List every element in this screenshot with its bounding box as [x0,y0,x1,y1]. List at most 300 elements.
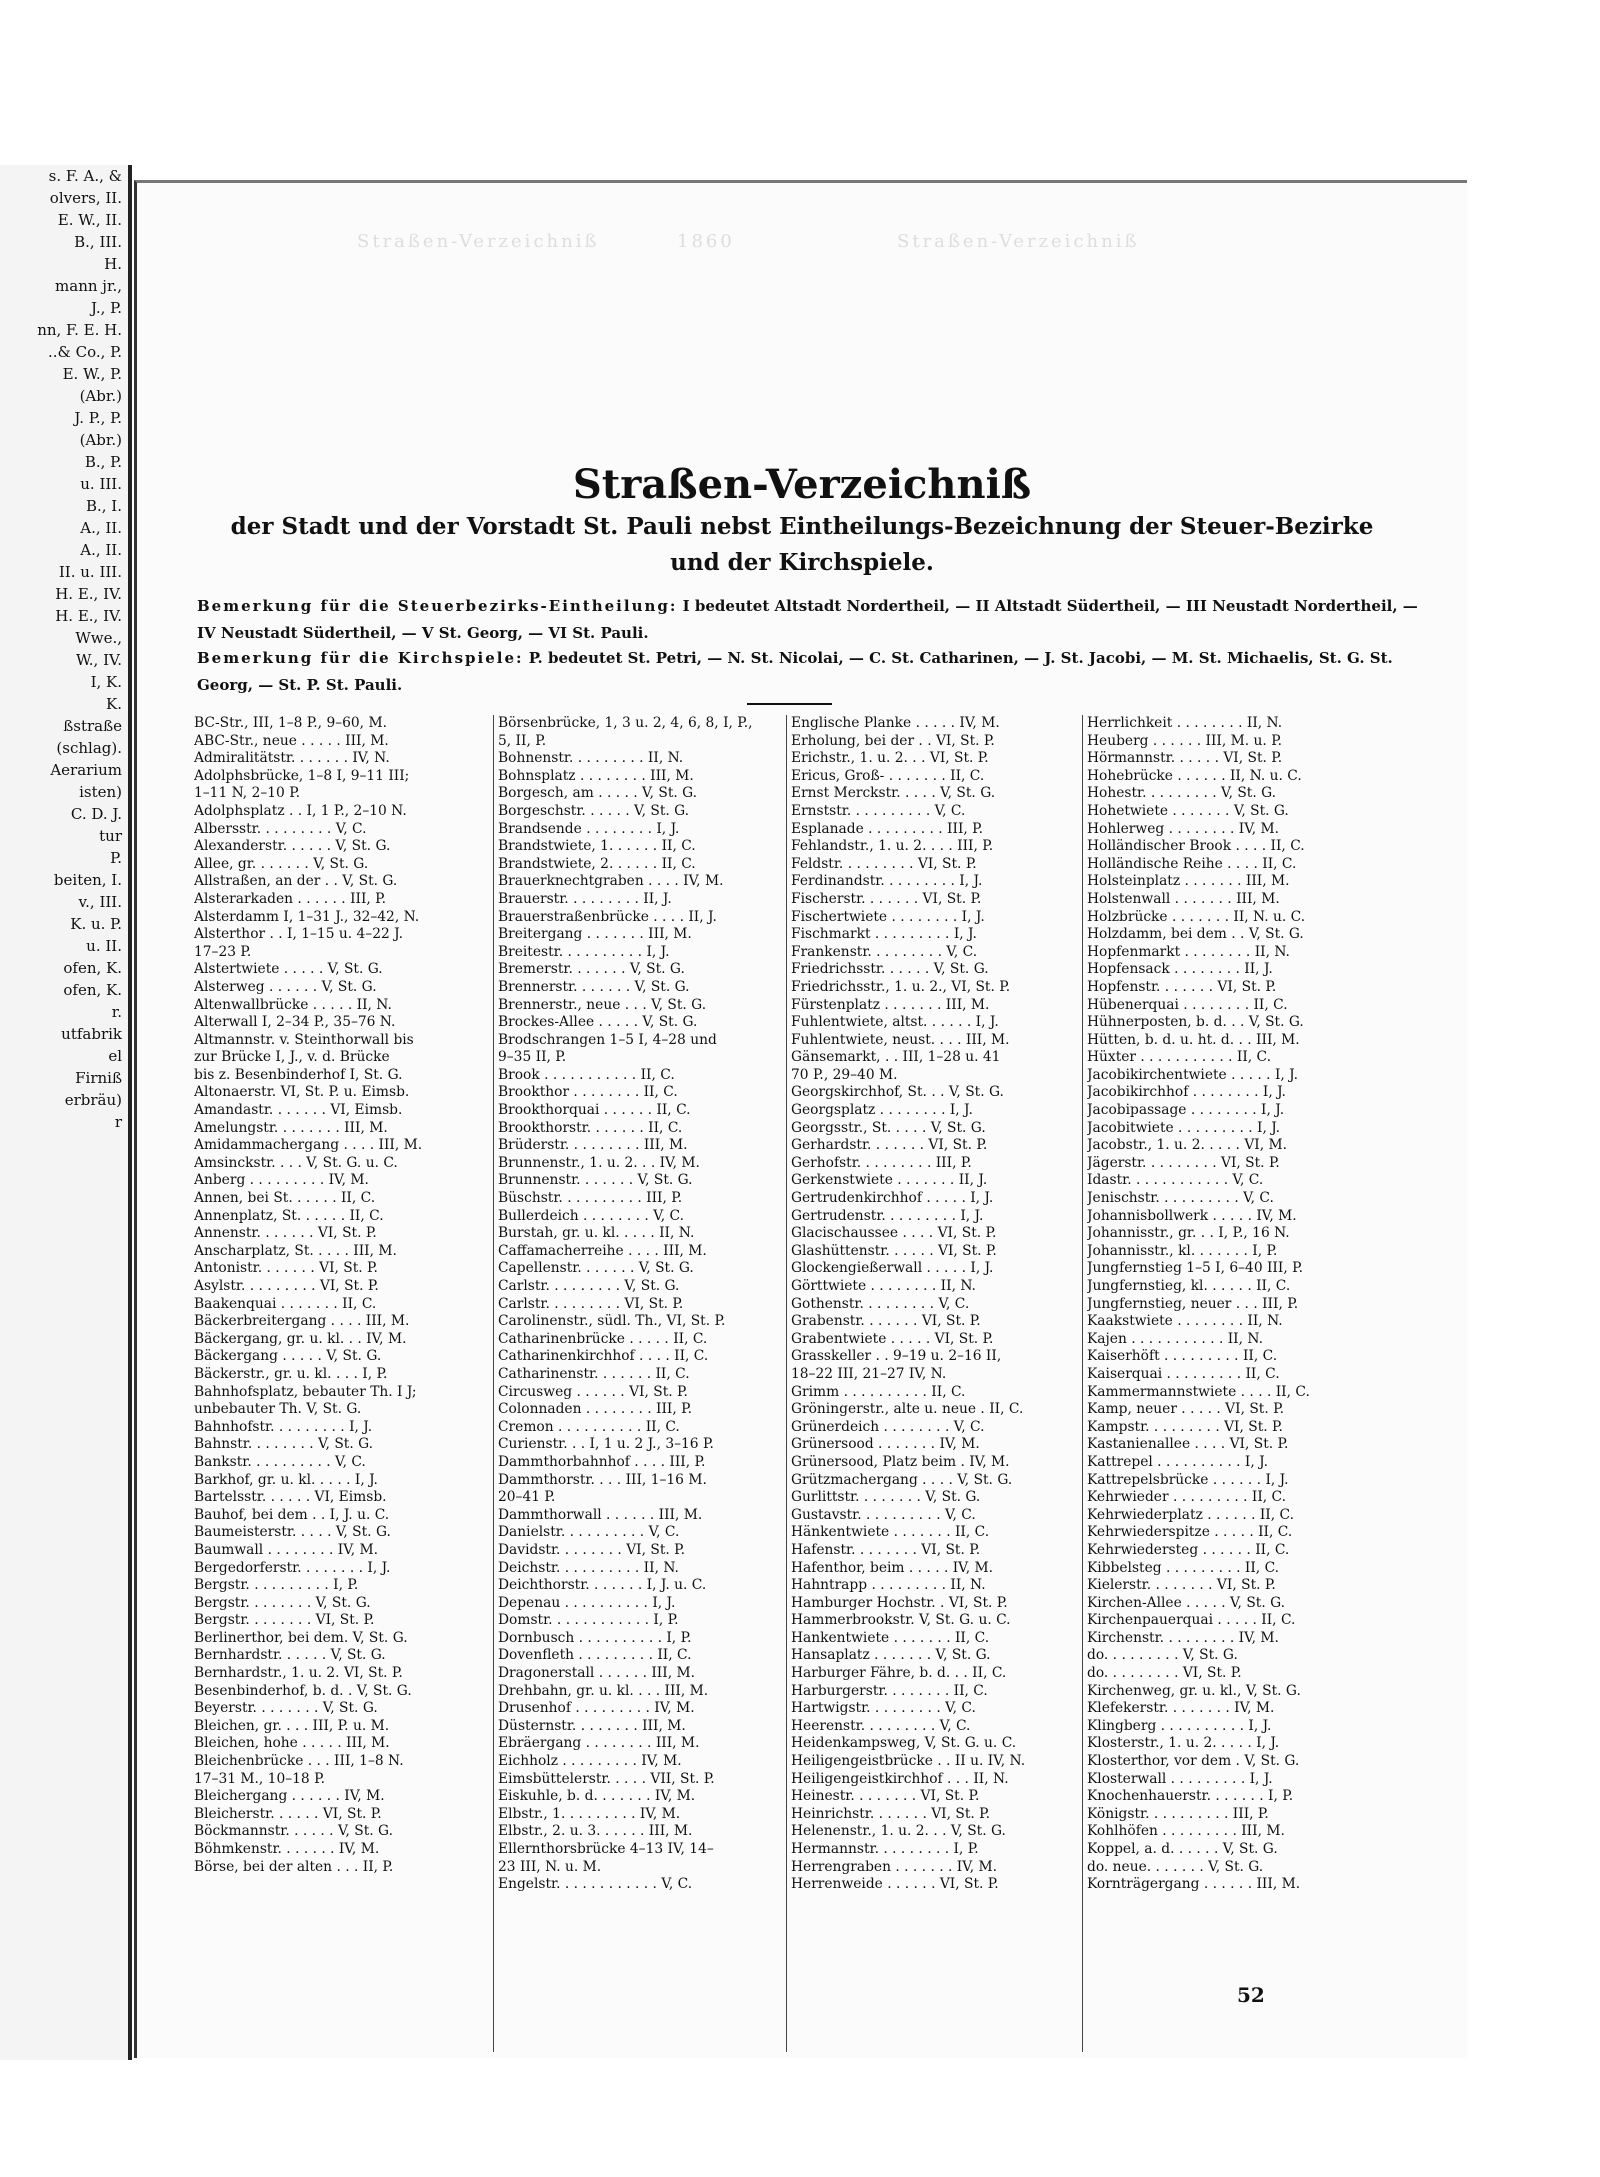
street-entry: Deichstr. . . . . . . . . . II, N. [498,1559,679,1576]
street-entry: Brandstwiete, 2. . . . . . II, C. [498,855,696,872]
street-entry: Hopfenmarkt . . . . . . . . II, N. [1087,943,1290,960]
street-entry: Hopfensack . . . . . . . . II, J. [1087,961,1273,978]
street-entry: Kielerstr. . . . . . . . VI, St. P. [1087,1577,1276,1594]
left-page-line: isten) [79,783,122,801]
street-entry: Curienstr. . . I, 1 u. 2 J., 3–16 P. [498,1436,714,1453]
street-entry: Bergstr. . . . . . . . VI, St. P. [194,1612,375,1629]
left-page-line: A., II. [80,519,122,537]
street-entry: Hohestr. . . . . . . . . V, St. G. [1087,785,1277,802]
street-entry: Fischerstr. . . . . . . VI, St. P. [791,890,982,907]
left-page-line: (schlag). [56,739,122,757]
street-entry: Elbstr., 1. . . . . . . . . IV, M. [498,1805,681,1822]
street-entry: Bernhardstr., 1. u. 2. VI, St. P. [194,1665,403,1682]
left-page-line: Aerarium [50,761,122,779]
street-entry: Jägerstr. . . . . . . . . VI, St. P. [1087,1154,1280,1171]
street-entry: Burstah, gr. u. kl. . . . . II, N. [498,1225,695,1242]
street-entry: Colonnaden . . . . . . . . III, P. [498,1401,693,1418]
street-entry: Alsterarkaden . . . . . . III, P. [194,890,387,907]
street-entry: Besenbinderhof, b. d. . V, St. G. [194,1682,412,1699]
street-entry: Bernhardstr. . . . . . V, St. G. [194,1647,386,1664]
left-page-line: I, K. [90,673,122,691]
street-entry: Bahnhofsplatz, bebauter Th. I J; [194,1383,417,1400]
left-page-line: E. W., P. [62,365,122,383]
street-entry: Bleichergang . . . . . . IV, M. [194,1788,385,1805]
street-entry: Kaiserhöft . . . . . . . . . II, C. [1087,1348,1278,1365]
street-entry: 23 III, N. u. M. [498,1858,602,1875]
street-entry: Amelungstr. . . . . . . . III, M. [194,1119,388,1136]
street-entry: Kohlhöfen . . . . . . . . . III, M. [1087,1823,1285,1840]
street-entry: Hankentwiete . . . . . . . II, C. [791,1629,990,1646]
street-entry: Holsteinplatz . . . . . . . III, M. [1087,873,1290,890]
street-entry: Ebräergang . . . . . . . . III, M. [498,1735,700,1752]
remark-tax-districts-text: I bedeutet Altstadt Nordertheil, — II Altstadt Südertheil, — III Neustadt Nordertheil, — IV Neustadt Südertheil, — V St. Georg, — VI St. Pauli. [197,597,1418,642]
street-entry: Johannisstr., gr. . . I, P., 16 N. [1087,1225,1290,1242]
street-entry: Klosterwall . . . . . . . . . I, J. [1087,1770,1273,1787]
street-entry: Harburger Fähre, b. d. . . II, C. [791,1665,1007,1682]
street-entry: Catharinenstr. . . . . . . II, C. [498,1365,690,1382]
street-entry: Hörmannstr. . . . . . VI, St. P. [1087,750,1283,767]
street-entry: Böckmannstr. . . . . . V, St. G. [194,1823,393,1840]
street-entry: Herrengraben . . . . . . . IV, M. [791,1858,998,1875]
street-entry: Bauhof, bei dem . . I, J. u. C. [194,1506,390,1523]
street-entry: Klingberg . . . . . . . . . . I, J. [1087,1717,1272,1734]
street-entry: Heuberg . . . . . . III, M. u. P. [1087,732,1283,749]
street-entry: Hohlerweg . . . . . . . . IV, M. [1087,820,1280,837]
left-page-line: utfabrik [61,1025,122,1043]
street-entry: Hänkentwiete . . . . . . . II, C. [791,1524,990,1541]
street-entry: Annen, bei St. . . . . . II, C. [194,1190,376,1207]
left-page-line: v., III. [78,893,122,911]
street-entry: Catharinenbrücke . . . . . II, C. [498,1330,708,1347]
street-entry: Hütten, b. d. u. ht. d. . . III, M. [1087,1031,1300,1048]
remark-parishes-label: Bemerkung für die Kirchspiele: [197,649,524,667]
left-page-line: u. III. [80,475,122,493]
street-entry: Allstraßen, an der . . V, St. G. [194,873,398,890]
street-entry: Königstr. . . . . . . . . . III, P. [1087,1805,1269,1822]
street-entry: Heidenkampsweg, V, St. G. u. C. [791,1735,1017,1752]
left-page-line: u. II. [86,937,122,955]
street-entry: Georgsstr., St. . . . . V, St. G. [791,1119,986,1136]
street-entry: Helenenstr., 1. u. 2. . . V, St. G. [791,1823,1006,1840]
street-entry: Grabentwiete . . . . . VI, St. P. [791,1330,994,1347]
street-entry: Altonaerstr. VI, St. P. u. Eimsb. [194,1084,410,1101]
left-page-line: (Abr.) [79,387,122,405]
street-entry: Caffamacherreihe . . . . III, M. [498,1242,707,1259]
street-entry: Anberg . . . . . . . . . IV, M. [194,1172,369,1189]
street-entry: Bäckergang, gr. u. kl. . . IV, M. [194,1330,407,1347]
street-entry: Kaiserquai . . . . . . . . . II, C. [1087,1365,1280,1382]
street-entry: Bleichen, hohe . . . . . III, M. [194,1735,390,1752]
street-entry: Fischmarkt . . . . . . . . . I, J. [791,926,977,943]
street-entry: Eimsbüttelerstr. . . . . VII, St. P. [498,1770,715,1787]
street-entry: Jacobikirchentwiete . . . . . I, J. [1087,1066,1299,1083]
street-entry: Adolphsplatz . . I, 1 P., 2–10 N. [194,802,407,819]
page-number: 52 [1237,1983,1265,2007]
street-entry: Hahntrapp . . . . . . . . . II, N. [791,1577,986,1594]
street-entry: Friedrichsstr. . . . . . V, St. G. [791,961,989,978]
street-entry: Herrlichkeit . . . . . . . . II, N. [1087,715,1283,731]
street-entry: Kajen . . . . . . . . . . . II, N. [1087,1330,1263,1347]
directory-page [134,180,1467,2058]
street-entry: Ernst Merckstr. . . . . V, St. G. [791,785,996,802]
street-entry: Bohnenstr. . . . . . . . . II, N. [498,750,684,767]
street-entry: Gurlittstr. . . . . . . . V, St. G. [791,1489,981,1506]
street-entry: 5, II, P. [498,732,547,749]
street-entry: Drehbahn, gr. u. kl. . . . III, M. [498,1682,709,1699]
street-entry: Gerhofstr. . . . . . . . . III, P. [791,1154,972,1171]
left-page-line: H. [104,255,122,273]
street-entry: Fischertwiete . . . . . . . . I, J. [791,908,985,925]
left-page-line: ofen, K. [63,981,122,999]
street-entry: Brandsende . . . . . . . . I, J. [498,820,680,837]
street-entry: Danielstr. . . . . . . . . . V, C. [498,1524,680,1541]
street-entry: Bahnhofstr. . . . . . . . . I, J. [194,1418,373,1435]
street-entry: Jenischstr. . . . . . . . . . V, C. [1087,1190,1274,1207]
left-page-line: J., P. [91,299,122,317]
street-entry: Feldstr. . . . . . . . . VI, St. P. [791,855,977,872]
street-entry: Kaakstwiete . . . . . . . . II, N. [1087,1313,1283,1330]
street-entry: Amidammachergang . . . . III, M. [194,1137,423,1154]
left-page-line: s. F. A., & [48,167,122,185]
street-entry: Engelstr. . . . . . . . . . . . V, C. [498,1876,693,1893]
street-entry: Alexanderstr. . . . . . V, St. G. [194,838,391,855]
page-title: Straßen-Verzeichniß [572,461,1032,508]
street-entry: Davidstr. . . . . . . . VI, St. P. [498,1541,686,1558]
street-entry: Gustavstr. . . . . . . . . . V, C. [791,1506,976,1523]
remark-parishes [197,645,1427,699]
street-entry: do. . . . . . . . . VI, St. P. [1087,1665,1242,1682]
street-entry: Gänsemarkt, . . III, 1–28 u. 41 [791,1049,1001,1066]
street-column-2 [498,715,794,1894]
street-entry: Borgesch, am . . . . . V, St. G. [498,785,698,802]
street-entry: Amandastr. . . . . . . VI, Eimsb. [194,1102,403,1119]
street-entry: Johannisbollwerk . . . . . IV, M. [1087,1207,1297,1224]
street-entry: Gertrudenstr. . . . . . . . . I, J. [791,1207,984,1224]
left-page-line: E. W., II. [57,211,122,229]
left-page-line: J. P., P. [74,409,122,427]
street-entry: Grünerdeich . . . . . . . . V, C. [791,1418,985,1435]
street-entry: Bremerstr. . . . . . . V, St. G. [498,961,685,978]
street-entry: Alterwall I, 2–34 P., 35–76 N. [194,1014,396,1031]
street-entry: Dammthorstr. . . . III, 1–16 M. [498,1471,707,1488]
street-entry: Bäckerstr., gr. u. kl. . . . I, P. [194,1365,388,1382]
street-column-1 [194,715,490,1876]
remark-tax-districts [197,593,1427,647]
street-entry: Fuhlentwiete, altst. . . . . . I, J. [791,1014,999,1031]
street-entry: Eiskuhle, b. d. . . . . . . IV, M. [498,1788,696,1805]
left-page-line: C. D. J. [70,805,122,823]
subtitle-line-1: der Stadt und der Vorstadt St. Pauli nebst Eintheilungs-Bezeichnung der Steuer-Bezirke [230,513,1374,540]
street-entry: Klefekerstr. . . . . . . . IV, M. [1087,1700,1275,1717]
street-entry: Elbstr., 2. u. 3. . . . . . III, M. [498,1823,693,1840]
street-entry: Asylstr. . . . . . . . . VI, St. P. [194,1278,379,1294]
street-entry: do. . . . . . . . . V, St. G. [1087,1647,1238,1664]
street-entry: Capellenstr. . . . . . . V, St. G. [498,1260,694,1277]
street-entry: bis z. Besenbinderhof I, St. G. [194,1066,403,1083]
column-rule [493,715,494,2052]
street-entry: BC-Str., III, 1–8 P., 9–60, M. [194,715,387,731]
street-entry: Grabenstr. . . . . . . VI, St. P. [791,1313,981,1330]
left-page-line: ..& Co., P. [47,343,122,361]
street-entry: Brookthorstr. . . . . . . II, C. [498,1119,683,1136]
street-entry: Dragonerstall . . . . . . III, M. [498,1665,695,1682]
street-entry: Jacobikirchhof . . . . . . . . I, J. [1087,1084,1286,1101]
street-entry: Baumwall . . . . . . . . IV, M. [194,1541,379,1558]
remark-parishes-text: P. bedeutet St. Petri, — N. St. Nicolai, — C. St. Catharinen, — J. St. Jacobi, — M. St. Michaelis, St. G. St. Georg, — St. P. St. Pauli. [197,649,1393,694]
street-entry: Kattrepel . . . . . . . . . . I, J. [1087,1453,1268,1470]
street-entry: Hartwigstr. . . . . . . . . V, C. [791,1700,976,1717]
street-entry: Brook . . . . . . . . . . . II, C. [498,1066,675,1083]
street-entry: Jungfernstieg, kl. . . . . . II, C. [1087,1278,1291,1294]
left-page-line: (Abr.) [79,431,122,449]
street-entry: Bleichen, gr. . . . III, P. u. M. [194,1717,390,1734]
street-entry: Holländischer Brook . . . . II, C. [1087,838,1305,855]
street-entry: Kirchen-Allee . . . . . V, St. G. [1087,1594,1286,1611]
street-entry: Kamp, neuer . . . . . VI, St. P. [1087,1401,1284,1418]
left-page-line: mann jr., [55,277,122,295]
left-page-line: r. [111,1003,122,1021]
street-entry: Ericus, Groß- . . . . . . . II, C. [791,767,985,784]
street-entry: Ferdinandstr. . . . . . . . . I, J. [791,873,983,890]
left-page-line: Wwe., [75,629,122,647]
street-entry: Kehrwiedersteg . . . . . . II, C. [1087,1541,1290,1558]
street-entry: Brennerstr. . . . . . . V, St. G. [498,978,690,995]
street-entry: 17–23 P. [194,943,252,960]
street-entry: Holzdamm, bei dem . . V, St. G. [1087,926,1304,943]
street-entry: 1–11 N, 2–10 P. [194,785,301,802]
street-entry: Heinestr. . . . . . . . VI, St. P. [791,1788,980,1805]
street-entry: Klosterstr., 1. u. 2. . . . . I, J. [1087,1735,1280,1752]
street-entry: Ernststr. . . . . . . . . . V, C. [791,802,966,819]
street-entry: Brookthorquai . . . . . . II, C. [498,1102,691,1119]
street-entry: Brüderstr. . . . . . . . . III, M. [498,1137,688,1154]
ghost-header-right: Straßen-Verzeichniß [897,231,1140,252]
street-entry: Grasskeller . . 9–19 u. 2–16 II, [791,1348,1002,1365]
street-entry: 70 P., 29–40 M. [791,1066,898,1083]
street-entry: Koppel, a. d. . . . . . V, St. G. [1087,1841,1278,1857]
street-entry: Gröningerstr., alte u. neue . II, C. [791,1401,1024,1418]
title-divider [747,703,832,705]
street-entry: Hammerbrookstr. V, St. G. u. C. [791,1612,1011,1629]
street-entry: Heiligengeistkirchhof . . . II, N. [791,1770,1009,1787]
street-entry: ABC-Str., neue . . . . . III, M. [194,732,389,749]
street-entry: Bergstr. . . . . . . . V, St. G. [194,1594,371,1611]
column-rule [786,715,787,2052]
street-entry: Altmannstr. v. Steinthorwall bis [194,1031,414,1048]
street-entry: Bankstr. . . . . . . . . . V, C. [194,1453,366,1470]
left-page-line: tur [99,827,122,845]
street-entry: zur Brücke I, J., v. d. Brücke [194,1049,390,1066]
street-entry: Büschstr. . . . . . . . . . III, P. [498,1190,683,1207]
street-entry: Friedrichsstr., 1. u. 2., VI, St. P. [791,978,1011,995]
street-entry: Breitergang . . . . . . . III, M. [498,926,692,943]
street-entry: Baakenquai . . . . . . . II, C. [194,1295,377,1312]
street-entry: Knochenhauerstr. . . . . . . I, P. [1087,1788,1294,1805]
street-entry: Hübenerquai . . . . . . . . II, C. [1087,996,1288,1013]
street-entry: Brennerstr., neue . . . V, St. G. [498,996,707,1013]
street-entry: Börse, bei der alten . . . II, P. [194,1858,394,1875]
left-page-line: W., IV. [75,651,122,669]
street-entry: Holstenwall . . . . . . . III, M. [1087,890,1280,907]
street-entry: Gothenstr. . . . . . . . . V, C. [791,1295,970,1312]
street-entry: unbebauter Th. V, St. G. [194,1401,362,1418]
left-page-line: beiten, I. [53,871,122,889]
street-entry: Beyerstr. . . . . . . . V, St. G. [194,1700,378,1717]
street-entry: Dovenfleth . . . . . . . . . II, C. [498,1647,692,1664]
street-entry: Brunnenstr. . . . . . . V, St. G. [498,1172,693,1189]
street-entry: Breitestr. . . . . . . . . . I, J. [498,943,670,960]
street-entry: Hamburger Hochstr. . VI, St. P. [791,1594,1008,1611]
left-page-line: erbräu) [64,1091,122,1109]
street-entry: Ellernthorsbrücke 4–13 IV, 14– [498,1841,714,1857]
street-entry: Alsterdamm I, 1–31 J., 32–42, N. [194,908,420,925]
street-entry: Grimm . . . . . . . . . . II, C. [791,1383,966,1400]
street-entry: Herrenweide . . . . . . VI, St. P. [791,1876,999,1893]
street-entry: Brunnenstr., 1. u. 2. . . IV, M. [498,1154,700,1171]
left-page-line: nn, F. E. H. [37,321,122,339]
street-entry: Barkhof, gr. u. kl. . . . . I, J. [194,1471,378,1488]
street-entry: Brauerstr. . . . . . . . . II, J. [498,890,672,907]
street-column-4 [1087,715,1383,1894]
left-page-line: K. u. P. [70,915,122,933]
street-entry: Georgsplatz . . . . . . . . I, J. [791,1102,973,1119]
street-entry: Cremon . . . . . . . . . . II, C. [498,1418,680,1435]
street-entry: Hohebrücke . . . . . . II, N. u. C. [1087,767,1302,784]
street-entry: Albersstr. . . . . . . . . V, C. [194,820,367,837]
left-page-line: K. [106,695,122,713]
street-entry: Kastanienallee . . . . VI, St. P. [1087,1436,1289,1453]
street-entry: Brandstwiete, 1. . . . . . II, C. [498,838,696,855]
street-entry: Antonistr. . . . . . . VI, St. P. [194,1260,378,1277]
street-entry: Kornträgergang . . . . . . III, M. [1087,1876,1301,1893]
street-entry: Börsenbrücke, 1, 3 u. 2, 4, 6, 8, I, P., [498,715,753,731]
street-entry: Jacobitwiete . . . . . . . . . I, J. [1087,1119,1281,1136]
street-entry: Admiralitätstr. . . . . . . IV, N. [194,750,390,767]
street-entry: Berlinerthor, bei dem. V, St. G. [194,1629,408,1646]
street-entry: do. neue. . . . . . . V, St. G. [1087,1858,1264,1875]
street-entry: Dornbusch . . . . . . . . . . I, P. [498,1629,692,1646]
street-entry: Gerhardstr. . . . . . . VI, St. P. [791,1137,988,1154]
street-entry: Dammthorwall . . . . . . III, M. [498,1506,703,1523]
street-entry: Carlstr. . . . . . . . . VI, St. P. [498,1295,684,1312]
street-entry: Harburgerstr. . . . . . . . II, C. [791,1682,988,1699]
street-entry: Düsternstr. . . . . . . . III, M. [498,1717,686,1734]
street-entry: Idastr. . . . . . . . . . . . V, C. [1087,1172,1264,1189]
street-entry: Görttwiete . . . . . . . . II, N. [791,1278,976,1294]
street-entry: Adolphsbrücke, 1–8 I, 9–11 III; [194,767,410,784]
street-entry: Fehlandstr., 1. u. 2. . . . III, P. [791,838,994,855]
street-entry: Bäckerbreitergang . . . . III, M. [194,1313,410,1330]
street-entry: Hermannstr. . . . . . . . . I, P. [791,1841,979,1857]
street-entry: Anscharplatz, St. . . . . III, M. [194,1242,397,1259]
street-entry: Holzbrücke . . . . . . . II, N. u. C. [1087,908,1306,925]
street-entry: Bleicherstr. . . . . . VI, St. P. [194,1805,382,1822]
street-entry: Hansaplatz . . . . . . . V, St. G. [791,1647,991,1664]
street-entry: Hühnerposten, b. d. . . V, St. G. [1087,1014,1304,1031]
street-entry: Johannisstr., kl. . . . . . . I, P. [1087,1242,1278,1259]
ghost-header-left: Straßen-Verzeichniß [357,231,600,252]
street-entry: Hohetwiete . . . . . . . V, St. G. [1087,802,1289,819]
left-page-line: II. u. III. [58,563,122,581]
remark-tax-districts-label: Bemerkung für die Steuerbezirks-Eintheilung: [197,597,678,615]
street-entry: Alsterthor . . I, 1–15 u. 4–22 J. [194,926,403,943]
left-page-line: H. E., IV. [55,607,122,625]
street-entry: Fürstenplatz . . . . . . . III, M. [791,996,990,1013]
street-entry: Amsinckstr. . . . V, St. G. u. C. [194,1154,398,1171]
left-page-line: P. [110,849,122,867]
street-entry: 9–35 II, P. [498,1049,567,1066]
street-entry: Georgskirchhof, St. . . V, St. G. [791,1084,1004,1101]
street-entry: Brauerknechtgraben . . . . IV, M. [498,873,724,890]
left-page-line: A., II. [80,541,122,559]
street-entry: Kattrepelsbrücke . . . . . . I, J. [1087,1471,1289,1488]
street-entry: Allee, gr. . . . . . . V, St. G. [194,855,369,872]
street-entry: Brookthor . . . . . . . . II, C. [498,1084,678,1101]
bottom-margin [0,2060,1600,2177]
subtitle-line-2: und der Kirchspiele. [670,549,934,576]
street-entry: Baumeisterstr. . . . . V, St. G. [194,1524,391,1541]
street-entry: Bleichenbrücke . . . III, 1–8 N. [194,1753,404,1770]
street-entry: Englische Planke . . . . . IV, M. [791,715,1000,731]
street-entry: Grützmachergang . . . . V, St. G. [791,1471,1013,1488]
street-entry: Carolinenstr., südl. Th., VI, St. P. [498,1313,726,1330]
street-entry: Circusweg . . . . . . VI, St. P. [498,1383,688,1400]
street-entry: Bäckergang . . . . . V, St. G. [194,1348,382,1365]
street-entry: Jacobstr., 1. u. 2. . . . . VI, M. [1087,1137,1288,1154]
street-entry: Domstr. . . . . . . . . . . . I, P. [498,1612,679,1629]
left-page-line: el [108,1047,122,1065]
street-entry: Klosterthor, vor dem . V, St. G. [1087,1753,1300,1770]
street-entry: Dammthorbahnhof . . . . III, P. [498,1453,706,1470]
street-entry: Glacischaussee . . . . VI, St. P. [791,1225,997,1242]
street-entry: Kehrwiederplatz . . . . . . II, C. [1087,1506,1294,1523]
top-margin [0,0,1600,165]
street-entry: Heiligengeistbrücke . . II u. IV, N. [791,1753,1026,1770]
left-page-line: olvers, II. [49,189,122,207]
street-entry: Annenplatz, St. . . . . . II, C. [194,1207,384,1224]
street-column-3 [791,715,1087,1894]
street-entry: Fuhlentwiete, neust. . . . III, M. [791,1031,1010,1048]
street-entry: Brodschrangen 1–5 I, 4–28 und [498,1031,717,1048]
left-page-line: r [114,1113,122,1131]
street-entry: Borgeschstr. . . . . . V, St. G. [498,802,690,819]
street-entry: Eichholz . . . . . . . . . IV, M. [498,1753,682,1770]
street-entry: Hopfenstr. . . . . . . VI, St. P. [1087,978,1277,995]
street-entry: Gerkenstwiete . . . . . . . II, J. [791,1172,988,1189]
street-entry: Kirchenweg, gr. u. kl., V, St. G. [1087,1682,1301,1699]
street-entry: Deichthorstr. . . . . . . I, J. u. C. [498,1577,707,1594]
left-page-line: B., I. [85,497,122,515]
street-entry: Bergstr. . . . . . . . . . I, P. [194,1577,359,1594]
street-entry: Bergedorferstr. . . . . . . . I, J. [194,1559,391,1576]
street-entry: Frankenstr. . . . . . . . . V, C. [791,943,978,960]
street-entry: Grünersood, Platz beim . IV, M. [791,1453,1010,1470]
street-entry: Brockes-Allee . . . . . V, St. G. [498,1014,698,1031]
street-entry: Alstertwiete . . . . . V, St. G. [194,961,383,978]
street-entry: 20–41 P. [498,1489,556,1506]
street-entry: Bullerdeich . . . . . . . . V, C. [498,1207,684,1224]
street-entry: Kirchenstr. . . . . . . . . IV, M. [1087,1629,1279,1646]
street-entry: 18–22 III, 21–27 IV, N. [791,1365,947,1382]
street-entry: Böhmkenstr. . . . . . . IV, M. [194,1841,380,1857]
street-entry: Bartelsstr. . . . . . VI, Eimsb. [194,1489,387,1506]
street-entry: Depenau . . . . . . . . . . I, J. [498,1594,676,1611]
street-entry: Altenwallbrücke . . . . . II, N. [194,996,392,1013]
street-entry: Drusenhof . . . . . . . . . IV, M. [498,1700,695,1717]
street-entry: Holländische Reihe . . . . II, C. [1087,855,1297,872]
street-entry: Annenstr. . . . . . . VI, St. P. [194,1225,377,1242]
street-entry: Erichstr., 1. u. 2. . . VI, St. P. [791,750,989,767]
